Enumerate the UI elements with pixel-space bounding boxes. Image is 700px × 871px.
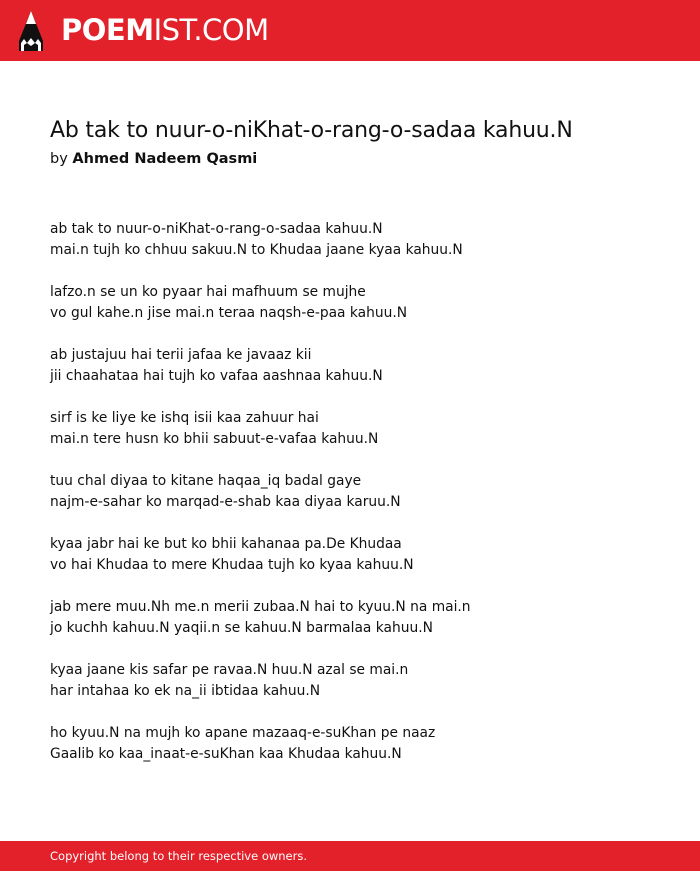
pen-nib-icon[interactable] <box>18 10 44 52</box>
poem-line: najm-e-sahar ko marqad-e-shab kaa diyaa karuu.N <box>50 494 401 510</box>
logo-bold-text: POEM <box>61 13 154 47</box>
poem-line: ab tak to nuur-o-niKhat-o-rang-o-sadaa kahuu.N <box>50 221 383 237</box>
poem-line: kyaa jabr hai ke but ko bhii kahanaa pa.De Khudaa <box>50 536 402 552</box>
poem-line: tuu chal diyaa to kitane haqaa_iq badal gaye <box>50 473 362 489</box>
poem-line: vo hai Khudaa to mere Khudaa tujh ko kyaa kahuu.N <box>50 557 414 573</box>
poem-line: Gaalib ko kaa_inaat-e-suKhan kaa Khudaa kahuu.N <box>50 746 402 762</box>
logo-light-text: IST.COM <box>153 13 269 47</box>
poem-line: lafzo.n se un ko pyaar hai mafhuum se mujhe <box>50 284 366 300</box>
poem-line: kyaa jaane kis safar pe ravaa.N huu.N azal se mai.n <box>50 662 409 678</box>
stanza <box>50 471 670 513</box>
stanza <box>50 408 670 450</box>
poem-line: mai.n tere husn ko bhii sabuut-e-vafaa kahuu.N <box>50 431 379 447</box>
poem-byline <box>50 149 257 169</box>
stanza <box>50 345 670 387</box>
stanza <box>50 282 670 324</box>
poem-title: Ab tak to nuur-o-niKhat-o-rang-o-sadaa kahuu.N <box>50 118 573 143</box>
site-footer <box>0 841 700 871</box>
poem-line: jo kuchh kahuu.N yaqii.n se kahuu.N barmalaa kahuu.N <box>50 620 433 636</box>
by-label: by <box>50 151 68 167</box>
poem-body <box>50 219 670 786</box>
copyright-text: Copyright belong to their respective owners. <box>50 849 308 863</box>
site-logo[interactable] <box>61 13 269 47</box>
site-header <box>0 0 700 61</box>
poem-line: har intahaa ko ek na_ii ibtidaa kahuu.N <box>50 683 321 699</box>
stanza <box>50 723 670 765</box>
poem-line: vo gul kahe.n jise mai.n teraa naqsh-e-paa kahuu.N <box>50 305 408 321</box>
poem-line: ho kyuu.N na mujh ko apane mazaaq-e-suKhan pe naaz <box>50 725 436 741</box>
stanza <box>50 660 670 702</box>
poem-author[interactable]: Ahmed Nadeem Qasmi <box>72 151 258 167</box>
poem-line: jii chaahataa hai tujh ko vafaa aashnaa kahuu.N <box>50 368 383 384</box>
stanza <box>50 534 670 576</box>
stanza <box>50 597 670 639</box>
stanza <box>50 219 670 261</box>
poem-line: jab mere muu.Nh me.n merii zubaa.N hai to kyuu.N na mai.n <box>50 599 471 615</box>
poem-line: sirf is ke liye ke ishq isii kaa zahuur hai <box>50 410 319 426</box>
poem-line: ab justajuu hai terii jafaa ke javaaz kii <box>50 347 312 363</box>
poem-line: mai.n tujh ko chhuu sakuu.N to Khudaa jaane kyaa kahuu.N <box>50 242 463 258</box>
